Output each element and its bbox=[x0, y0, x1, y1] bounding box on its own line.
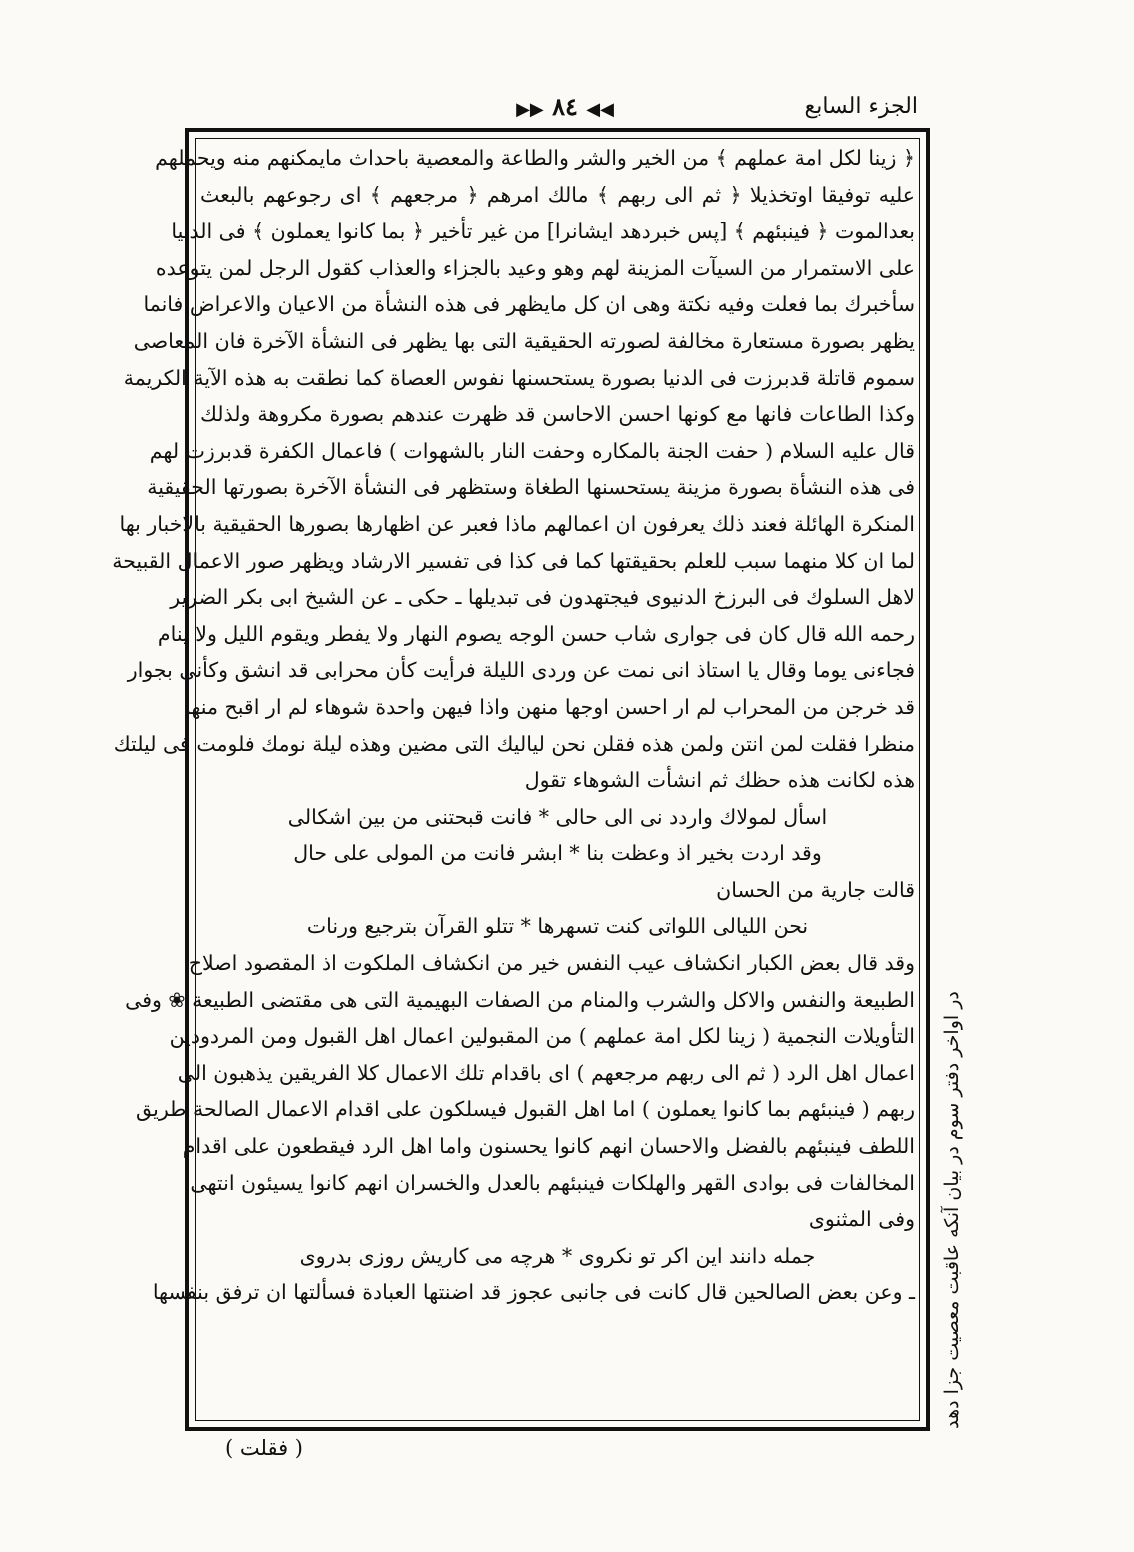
text-line: ﴿ زينا لكل امة عملهم ﴾ من الخير والشر والطاعة والمعصية باحداث مايمكنهم منه ويحملهم bbox=[155, 146, 915, 170]
text-line: منظرا فقلت لمن انتن ولمن هذه فقلن نحن لياليك التى مضين وهذه ليلة نومك فلومت فى ليلتك bbox=[113, 731, 915, 756]
text-line: ـ وعن بعض الصالحين قال كانت فى جانبى عجوز قد اضنتها العبادة فسألتها ان ترفق بنفسها bbox=[152, 1280, 915, 1305]
text-line: رحمه الله قال كان فى جوارى شاب حسن الوجه يصوم النهار ولا يفطر ويقوم الليل ولا ينام bbox=[157, 621, 915, 646]
margin-note-text: در اواخر دفتر سوم در بيان آنكه عاقبت معصيت جزا دهد bbox=[941, 991, 963, 1429]
text-line: سأخبرك بما فعلت وفيه نكتة وهى ان كل مايظهر فى هذه النشأة من الاعيان والاعراض فانما bbox=[143, 292, 915, 317]
text-line: لما ان كلا منهما سبب للعلم بحقيقتها كما فى كذا فى تفسير الارشاد ويظهر صور الاعمال القبيحة bbox=[112, 548, 915, 573]
text-line: بعدالموت ﴿ فينبئهم ﴾ [پس خبردهد ايشانرا] من غير تأخير ﴿ بما كانوا يعملون ﴾ فى الدنيا bbox=[171, 219, 915, 244]
text-line: وفى المثنوى bbox=[808, 1207, 915, 1232]
text-line: الطبيعة والنفس والاكل والشرب والمنام من الصفات البهيمية التى هى مقتضى الطبيعة ❀ وفى bbox=[125, 987, 915, 1012]
text-line: وكذا الطاعات فانها مع كونها احسن الاحاسن قد ظهرت عندهم بصورة مكروهة ولذلك bbox=[200, 402, 915, 427]
text-line: قال عليه السلام ( حفت الجنة بالمكاره وحفت النار بالشهوات ) فاعمال الكفرة قدبرزت لهم bbox=[149, 438, 915, 463]
text-line: المنكرة الهائلة فعند ذلك يعرفون ان اعمالهم ماذا فعبر عن اظهارها بصورها الحقيقية بالاخبار بها bbox=[119, 511, 915, 536]
text-line: وقد قال بعض الكبار انكشاف عيب النفس خير من انكشاف الملكوت اذ المقصود اصلاح bbox=[188, 951, 915, 976]
text-line: على الاستمرار من السيآت المزينة لهم وهو وعيد بالجزاء والعذاب كقول الرجل لمن يتوعده bbox=[155, 255, 915, 280]
catchword: ( فقلت ) bbox=[225, 1436, 303, 1460]
text-line: لاهل السلوك فى البرزخ الدنيوى فيجتهدون فى تبديلها ـ حكى ـ عن الشيخ ابى بكر الضرير bbox=[170, 585, 915, 610]
text-line: قالت جارية من الحسان bbox=[716, 877, 915, 902]
verse-line: وقد اردت بخير اذ وعظت بنا * ابشر فانت من المولى على حال bbox=[293, 841, 822, 866]
text-line: اللطف فينبئهم بالفضل والاحسان انهم كانوا يحسنون واما اهل الرد فيقطعون على اقدام bbox=[182, 1134, 915, 1159]
main-text bbox=[112, 140, 915, 1311]
text-line: يظهر بصورة مستعارة مخالفة لصورته الحقيقية التى بها يظهر فى النشأة الآخرة فان المعاصى bbox=[133, 328, 915, 353]
text-line: فى هذه النشأة بصورة مزينة يستحسنها الطغاة وستظهر فى النشأة الآخرة بصورتها الحقيقية bbox=[147, 475, 915, 500]
text-line: اعمال اهل الرد ( ثم الى ربهم مرجعهم ) اى باقدام تلك الاعمال كلا الفريقين يذهبون الى bbox=[177, 1060, 915, 1085]
text-line: سموم قاتلة قدبرزت فى الدنيا بصورة يستحسنها نفوس العصاة كما نطقت به هذه الآية الكريمة bbox=[123, 365, 915, 390]
verse-line: اسأل لمولاك واردد نى الى حالى * فانت قبحتنى من بين اشكالى bbox=[287, 804, 828, 829]
page-number: ٨٤ bbox=[552, 92, 578, 121]
text-line: التأويلات النجمية ( زينا لكل امة عملهم ) من المقبولين اعمال اهل القبول ومن المردودين bbox=[169, 1024, 915, 1049]
text-line: هذه لكانت هذه حظك ثم انشأت الشوهاء تقول bbox=[524, 768, 915, 793]
verse-line: نحن الليالى اللواتى كنت تسهرها * تتلو القرآن بترجيع ورنات bbox=[306, 914, 809, 939]
page-header bbox=[190, 92, 930, 128]
page-number-block bbox=[490, 92, 640, 121]
ornament-right-icon: ▶▶ bbox=[516, 99, 544, 120]
margin-note bbox=[932, 991, 972, 1429]
text-line: عليه توفيقا اوتخذيلا ﴿ ثم الى ربهم ﴾ مالك امرهم ﴿ مرجعهم ﴾ اى رجوعهم بالبعث bbox=[200, 182, 915, 207]
ornament-left-icon: ◀◀ bbox=[586, 99, 614, 120]
volume-label: الجزء السابع bbox=[804, 94, 918, 119]
verse-line: جمله دانند اين اكر تو نكروى * هرچه مى كاريش روزى بدروى bbox=[299, 1243, 816, 1268]
text-line: فجاءنى يوما وقال يا استاذ انى نمت عن وردى الليلة فرأيت كأن محرابى قد انشق وكأنى بجوار bbox=[127, 658, 915, 683]
text-line: قد خرجن من المحراب لم ار احسن اوجها منهن واذا فيهن واحدة شوهاء لم ار اقبح منها bbox=[185, 694, 915, 719]
text-line: ربهم ( فينبئهم بما كانوا يعملون ) اما اهل القبول فيسلكون على اقدام الاعمال الصالحة طريق bbox=[136, 1097, 915, 1122]
text-line: المخالفات فى بوادى القهر والهلكات فينبئهم بالعدل والخسران انهم كانوا يسيئون انتهى bbox=[190, 1170, 915, 1195]
